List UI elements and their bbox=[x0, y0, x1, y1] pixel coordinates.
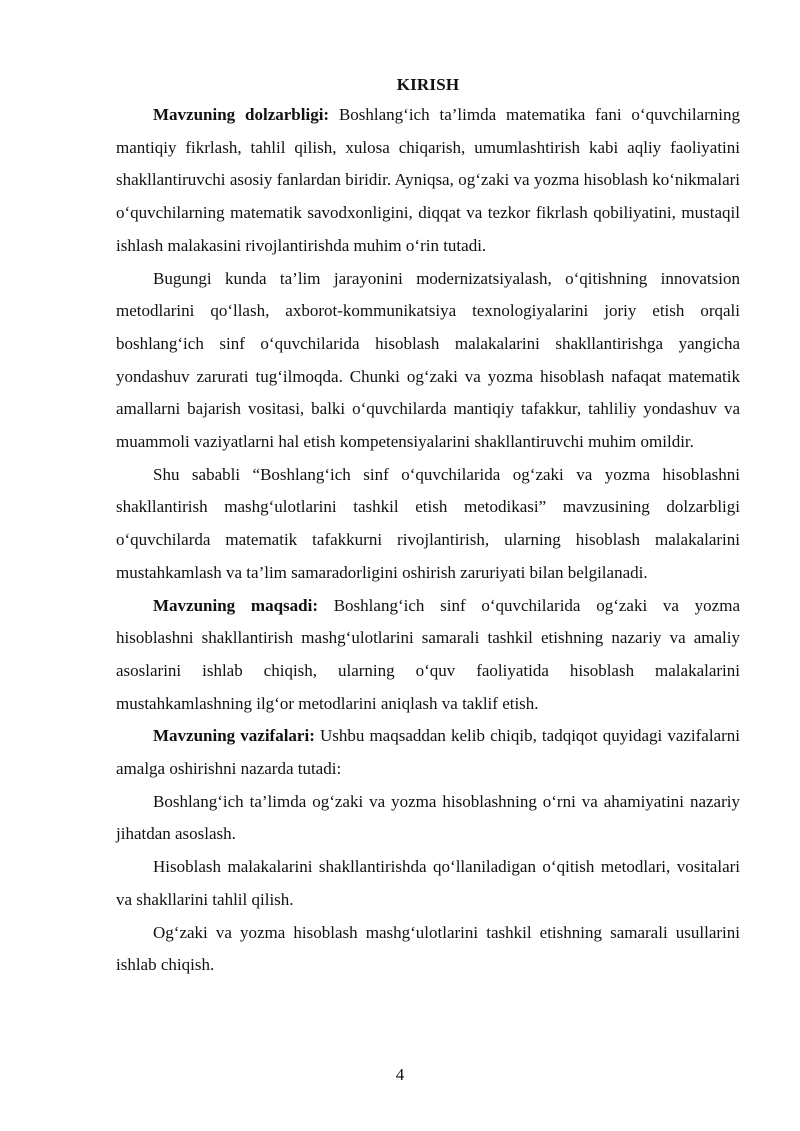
paragraph-body bbox=[116, 459, 740, 590]
task-item bbox=[116, 851, 740, 916]
paragraph-text: Boshlang‘ich ta’limda og‘zaki va yozma hisoblashning o‘rni va ahamiyatini nazariy jihatdan asoslash. bbox=[116, 791, 740, 844]
paragraph-lead: Mavzuning vazifalari: bbox=[153, 726, 315, 746]
page-number: 4 bbox=[395, 1065, 405, 1084]
paragraph-lead: Mavzuning maqsadi: bbox=[153, 595, 318, 615]
paragraph-body bbox=[116, 263, 740, 459]
paragraph-text: Ushbu maqsaddan kelib chiqib, tadqiqot quyidagi vazifalarni amalga oshirishni nazarda tutadi: bbox=[116, 726, 740, 779]
document-page bbox=[116, 73, 740, 982]
section-heading: KIRISH bbox=[396, 75, 460, 94]
paragraph-text: Boshlang‘ich ta’limda matematika fani o‘quvchilarning mantiqiy fikrlash, tahlil qilish, xulosa chiqarish, umumlashtirish kabi aqliy faoliyatini shakllantiruvchi asosiy fanlardan biridir. Ayniqsa, og‘zaki va yozma hisoblash ko‘nikmalari o‘quvchilarning matematik savodxonligini, diqqat va tezkor fikrlash qobiliyatini, mustaqil ishlash malakasini rivojlantirishda muhim o‘rin tutadi. bbox=[116, 105, 740, 255]
paragraph-text: Bugungi kunda ta’lim jarayonini modernizatsiyalash, o‘qitishning innovatsion metodlarini qo‘llash, axborot-kommunikatsiya texnologiyalarini joriy etish orqali boshlang‘ich sinf o‘quvchilarida hisoblash malakalarini shakllantirishga yangicha yondashuv zarurati tug‘ilmoqda. Chunki og‘zaki va yozma hisoblash nafaqat matematik amallarni bajarish vositasi, balki o‘quvchilarda mantiqiy tafakkur, tahliliy yondashuv va muammoli vaziyatlarni hal etish kompetensiyalarini shakllantiruvchi muhim omildir. bbox=[116, 268, 740, 452]
paragraph-relevance bbox=[116, 99, 740, 263]
paragraph-text: Og‘zaki va yozma hisoblash mashg‘ulotlarini tashkil etishning samarali usullarini ishlab chiqish. bbox=[116, 922, 740, 975]
task-item bbox=[116, 786, 740, 851]
paragraph-text: Hisoblash malakalarini shakllantirishda qo‘llaniladigan o‘qitish metodlari, vositalari va shakllarini tahlil qilish. bbox=[116, 857, 740, 909]
task-item bbox=[116, 917, 740, 982]
paragraph-text: Shu sababli “Boshlang‘ich sinf o‘quvchilarida og‘zaki va yozma hisoblashni shakllantirish mashg‘ulotlarini tashkil etish metodikasi” mavzusining dolzarbligi o‘quvchilarda matematik tafakkurni rivojlantirish, ularning hisoblash malakalarini mustahkamlash va ta’lim samaradorligini oshirish zaruriyati bilan belgilanadi. bbox=[116, 464, 740, 582]
paragraph-tasks bbox=[116, 720, 740, 785]
paragraph-goal bbox=[116, 590, 740, 721]
paragraph-lead: Mavzuning dolzarbligi: bbox=[153, 105, 330, 124]
paragraph-text: Boshlang‘ich sinf o‘quvchilarida og‘zaki va yozma hisoblashni shakllantirish mashg‘ulotlarini samarali tashkil etishning nazariy va amaliy asoslarini ishlab chiqish, ularning o‘quv faoliyatida hisoblash malakalarini mustahkamlashning ilg‘or metodlarini aniqlash va taklif etish. bbox=[116, 595, 740, 713]
